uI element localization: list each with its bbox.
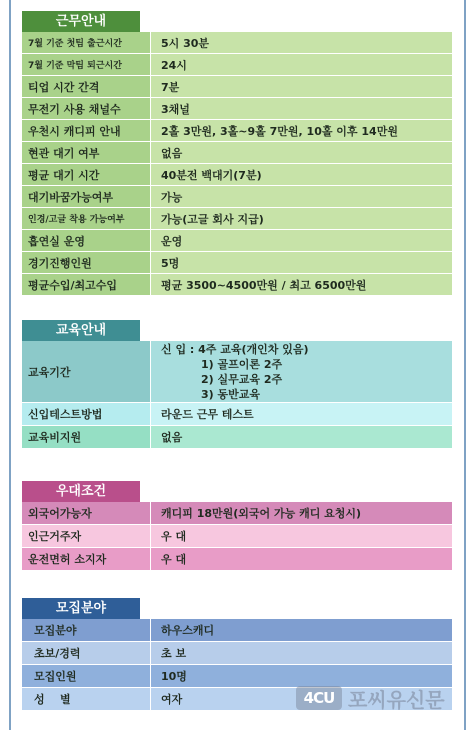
row-value: 5시 30분 <box>150 32 452 53</box>
table-row <box>22 273 452 295</box>
row-label: 7월 기준 막팀 퇴근시간 <box>22 54 150 75</box>
table-row <box>22 641 452 664</box>
row-label: 우천시 캐디피 안내 <box>22 120 150 141</box>
row-value: 없음 <box>150 142 452 163</box>
education-line: 1) 골프이론 2주 <box>201 357 283 371</box>
row-label: 성 별 <box>22 688 150 710</box>
table-row <box>22 502 452 524</box>
row-value: 평균 3500~4500만원 / 최고 6500만원 <box>150 274 452 295</box>
education-section <box>22 319 452 448</box>
table-row <box>22 547 452 570</box>
row-value: 2홀 3만원, 3홀~9홀 7만원, 10홀 이후 14만원 <box>150 120 452 141</box>
table-row <box>22 75 452 97</box>
table-row <box>22 32 452 53</box>
table-row <box>22 251 452 273</box>
education-title: 교육안내 <box>22 320 140 341</box>
row-label: 경기진행인원 <box>22 252 150 273</box>
table-row <box>22 141 452 163</box>
watermark-logo: 4CU <box>296 686 342 710</box>
row-label: 교육비지원 <box>22 426 150 448</box>
row-value: 40분전 백대기(7분) <box>150 164 452 185</box>
row-label: 평균수입/최고수입 <box>22 274 150 295</box>
row-label: 무전기 사용 채널수 <box>22 98 150 119</box>
row-value: 우 대 <box>150 525 452 547</box>
row-value: 우 대 <box>150 548 452 570</box>
table-row <box>22 341 452 402</box>
row-label: 평균 대기 시간 <box>22 164 150 185</box>
table-row <box>22 619 452 641</box>
table-row <box>22 97 452 119</box>
benefit-section <box>22 480 452 570</box>
row-value: 가능(고글 회사 지급) <box>150 208 452 229</box>
row-label: 대기바꿈가능여부 <box>22 186 150 207</box>
row-value: 여자 <box>150 688 452 710</box>
table-row <box>22 185 452 207</box>
row-label: 초보/경력 <box>22 642 150 664</box>
row-value: 없음 <box>150 426 452 448</box>
table-row <box>22 53 452 75</box>
row-value: 초 보 <box>150 642 452 664</box>
row-label: 신입테스트방법 <box>22 403 150 425</box>
table-row <box>22 402 452 425</box>
row-label: 현관 대기 여부 <box>22 142 150 163</box>
watermark <box>296 683 466 713</box>
row-value: 24시 <box>150 54 452 75</box>
benefit-table <box>22 502 452 570</box>
education-period-value <box>150 341 452 402</box>
table-row <box>22 119 452 141</box>
row-label: 모집분야 <box>22 619 150 641</box>
row-label: 운전면허 소지자 <box>22 548 150 570</box>
row-value: 가능 <box>150 186 452 207</box>
row-label: 7월 기준 첫팀 출근시간 <box>22 32 150 53</box>
row-label: 모집인원 <box>22 665 150 687</box>
row-value: 하우스캐디 <box>150 619 452 641</box>
table-row <box>22 163 452 185</box>
watermark-text: 포씨유신문 <box>348 687 445 712</box>
row-label: 인근거주자 <box>22 525 150 547</box>
work-info-section <box>22 10 452 295</box>
education-line: 2) 실무교육 2주 <box>201 372 283 386</box>
table-row <box>22 207 452 229</box>
row-value: 10명 <box>150 665 452 687</box>
row-value: 라운드 근무 테스트 <box>150 403 452 425</box>
row-value: 3채널 <box>150 98 452 119</box>
education-table <box>22 341 452 448</box>
row-value: 캐디피 18만원(외국어 가능 캐디 요청시) <box>150 502 452 524</box>
row-value: 운영 <box>150 230 452 251</box>
row-label: 흡연실 운영 <box>22 230 150 251</box>
table-row <box>22 524 452 547</box>
table-row <box>22 425 452 448</box>
row-label: 티업 시간 간격 <box>22 76 150 97</box>
recruit-title: 모집분야 <box>22 598 140 619</box>
education-line: 신 입 : 4주 교육(개인차 있음) <box>161 342 309 356</box>
education-line: 3) 동반교육 <box>201 387 261 401</box>
work-info-table <box>22 32 452 295</box>
row-label: 인경/고글 착용 가능여부 <box>22 208 150 229</box>
table-row <box>22 229 452 251</box>
work-info-title: 근무안내 <box>22 11 140 32</box>
row-label: 외국어가능자 <box>22 502 150 524</box>
row-label: 교육기간 <box>22 341 150 402</box>
row-value: 7분 <box>150 76 452 97</box>
benefit-title: 우대조건 <box>22 481 140 502</box>
row-value: 5명 <box>150 252 452 273</box>
